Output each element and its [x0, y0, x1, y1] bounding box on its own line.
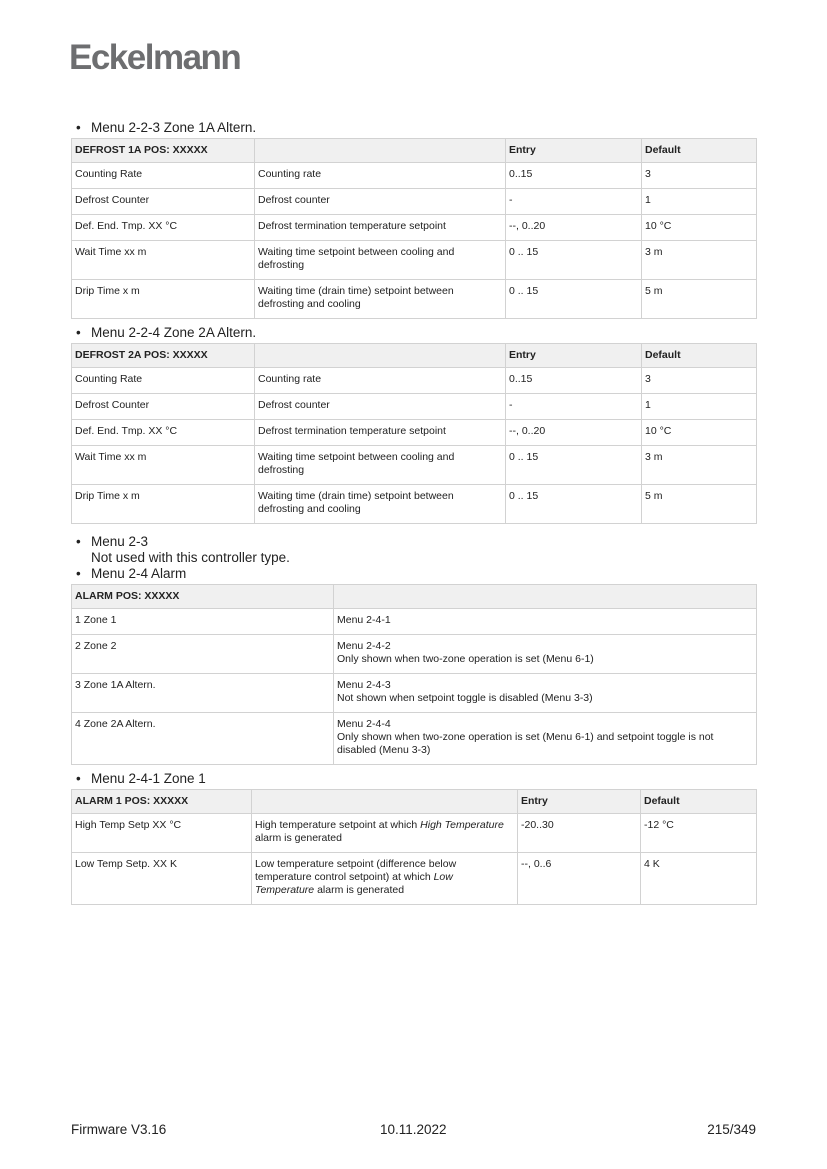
section-heading	[71, 566, 756, 582]
section-heading	[71, 771, 756, 787]
table-header: Default	[642, 344, 757, 368]
table-cell: Waiting time setpoint between cooling and defrosting	[255, 446, 506, 485]
cell-text: High temperature setpoint at which	[255, 819, 421, 831]
table-cell	[334, 609, 757, 635]
section-heading	[71, 325, 756, 341]
table-cell: Wait Time xx m	[72, 446, 255, 485]
table-cell	[334, 674, 757, 713]
table-row	[72, 674, 757, 713]
table-cell: 1	[642, 394, 757, 420]
menu-ref: Menu 2-4-4	[337, 718, 391, 730]
table-cell: High Temp Setp XX °C	[72, 814, 252, 853]
section-heading	[71, 120, 756, 136]
table-cell: -	[506, 189, 642, 215]
table-header: Entry	[506, 344, 642, 368]
bullet-icon: •	[76, 771, 81, 786]
table-cell: 10 °C	[642, 215, 757, 241]
table-header-row	[72, 139, 757, 163]
footer-page-number: 215/349	[707, 1122, 756, 1137]
menu-ref: Menu 2-4-2	[337, 640, 391, 652]
table-cell: Defrost termination temperature setpoint	[255, 420, 506, 446]
section-title: Menu 2-4 Alarm	[91, 566, 187, 581]
table-cell: 0 .. 15	[506, 280, 642, 319]
section-title: Menu 2-2-3 Zone 1A Altern.	[91, 120, 257, 135]
defrost-1a-table	[71, 138, 757, 319]
cell-text: alarm is generated	[255, 832, 342, 844]
eckelmann-logo: Eckelmann	[69, 38, 241, 77]
table-cell	[334, 713, 757, 765]
table-cell: 5 m	[642, 280, 757, 319]
table-row	[72, 814, 757, 853]
table-row	[72, 280, 757, 319]
table-row	[72, 853, 757, 905]
table-row	[72, 446, 757, 485]
alarm-table	[71, 584, 757, 765]
table-row	[72, 635, 757, 674]
bullet-icon: •	[76, 325, 81, 340]
table-header: ALARM POS: XXXXX	[72, 585, 334, 609]
table-cell	[252, 814, 518, 853]
table-header: DEFROST 1A POS: XXXXX	[72, 139, 255, 163]
table-row	[72, 713, 757, 765]
table-header	[255, 139, 506, 163]
table-cell: Waiting time (drain time) setpoint between defrosting and cooling	[255, 485, 506, 524]
section-heading	[71, 534, 756, 566]
table-header-row	[72, 344, 757, 368]
table-header-row	[72, 790, 757, 814]
bullet-icon: •	[76, 120, 81, 135]
footer-firmware: Firmware V3.16	[71, 1122, 167, 1137]
table-cell: Drip Time x m	[72, 485, 255, 524]
table-cell: 0 .. 15	[506, 485, 642, 524]
table-cell: 10 °C	[642, 420, 757, 446]
section-title: Menu 2-3	[91, 534, 149, 549]
table-cell: Defrost Counter	[72, 189, 255, 215]
table-cell: Defrost counter	[255, 394, 506, 420]
table-row	[72, 485, 757, 524]
table-row	[72, 189, 757, 215]
table-cell: Counting rate	[255, 163, 506, 189]
table-header: DEFROST 2A POS: XXXXX	[72, 344, 255, 368]
table-header-row	[72, 585, 757, 609]
menu-note: Only shown when two-zone operation is set (Menu 6-1)	[337, 653, 594, 665]
alarm-1-table	[71, 789, 757, 905]
section-title: Menu 2-4-1 Zone 1	[91, 771, 206, 786]
cell-text-italic: Low Temperature	[255, 871, 453, 896]
table-cell	[334, 635, 757, 674]
table-cell: Low Temp Setp. XX K	[72, 853, 252, 905]
table-cell: 0 .. 15	[506, 241, 642, 280]
menu-ref: Menu 2-4-1	[337, 614, 391, 626]
table-cell: Counting Rate	[72, 368, 255, 394]
table-cell: 3 m	[642, 241, 757, 280]
table-header: Entry	[506, 139, 642, 163]
table-cell: Defrost counter	[255, 189, 506, 215]
table-cell: -	[506, 394, 642, 420]
table-cell: 3 m	[642, 446, 757, 485]
table-cell: 3	[642, 368, 757, 394]
table-cell: 0..15	[506, 163, 642, 189]
footer-date: 10.11.2022	[380, 1122, 447, 1137]
menu-note: Not shown when setpoint toggle is disabled (Menu 3-3)	[337, 692, 593, 704]
table-row	[72, 215, 757, 241]
table-cell: -12 °C	[641, 814, 757, 853]
table-cell: --, 0..20	[506, 420, 642, 446]
table-cell: Counting rate	[255, 368, 506, 394]
table-cell: -20..30	[518, 814, 641, 853]
table-header: ALARM 1 POS: XXXXX	[72, 790, 252, 814]
bullet-icon: •	[76, 566, 81, 581]
cell-text-italic: High Temperature	[420, 819, 504, 831]
table-row	[72, 609, 757, 635]
table-cell: Def. End. Tmp. XX °C	[72, 420, 255, 446]
section-title: Menu 2-2-4 Zone 2A Altern.	[91, 325, 257, 340]
table-cell: Drip Time x m	[72, 280, 255, 319]
table-cell	[252, 853, 518, 905]
table-header	[255, 344, 506, 368]
section-note: Not used with this controller type.	[91, 550, 290, 565]
table-row	[72, 241, 757, 280]
menu-note: Only shown when two-zone operation is set (Menu 6-1) and setpoint toggle is not disabled (Menu 3-3)	[337, 731, 714, 756]
table-cell: 3	[642, 163, 757, 189]
table-cell: 4 K	[641, 853, 757, 905]
table-header: Entry	[518, 790, 641, 814]
table-row	[72, 420, 757, 446]
table-cell: 3 Zone 1A Altern.	[72, 674, 334, 713]
cell-text: alarm is generated	[314, 884, 405, 896]
table-cell: Defrost termination temperature setpoint	[255, 215, 506, 241]
table-header	[252, 790, 518, 814]
menu-ref: Menu 2-4-3	[337, 679, 391, 691]
table-cell: Def. End. Tmp. XX °C	[72, 215, 255, 241]
bullet-icon: •	[76, 534, 81, 549]
table-cell: Waiting time setpoint between cooling and defrosting	[255, 241, 506, 280]
table-cell: --, 0..20	[506, 215, 642, 241]
table-cell: 0 .. 15	[506, 446, 642, 485]
table-cell: 0..15	[506, 368, 642, 394]
cell-text: Low temperature setpoint (difference below temperature control setpoint) at which	[255, 858, 457, 883]
table-cell: 4 Zone 2A Altern.	[72, 713, 334, 765]
table-cell: Defrost Counter	[72, 394, 255, 420]
page-content	[71, 120, 756, 911]
defrost-2a-table	[71, 343, 757, 524]
table-cell: Counting Rate	[72, 163, 255, 189]
table-cell: --, 0..6	[518, 853, 641, 905]
table-header: Default	[641, 790, 757, 814]
table-cell: Waiting time (drain time) setpoint between defrosting and cooling	[255, 280, 506, 319]
table-row	[72, 368, 757, 394]
table-cell: 5 m	[642, 485, 757, 524]
table-header	[334, 585, 757, 609]
table-row	[72, 394, 757, 420]
table-row	[72, 163, 757, 189]
table-header: Default	[642, 139, 757, 163]
table-cell: 2 Zone 2	[72, 635, 334, 674]
table-cell: 1 Zone 1	[72, 609, 334, 635]
table-cell: Wait Time xx m	[72, 241, 255, 280]
table-cell: 1	[642, 189, 757, 215]
